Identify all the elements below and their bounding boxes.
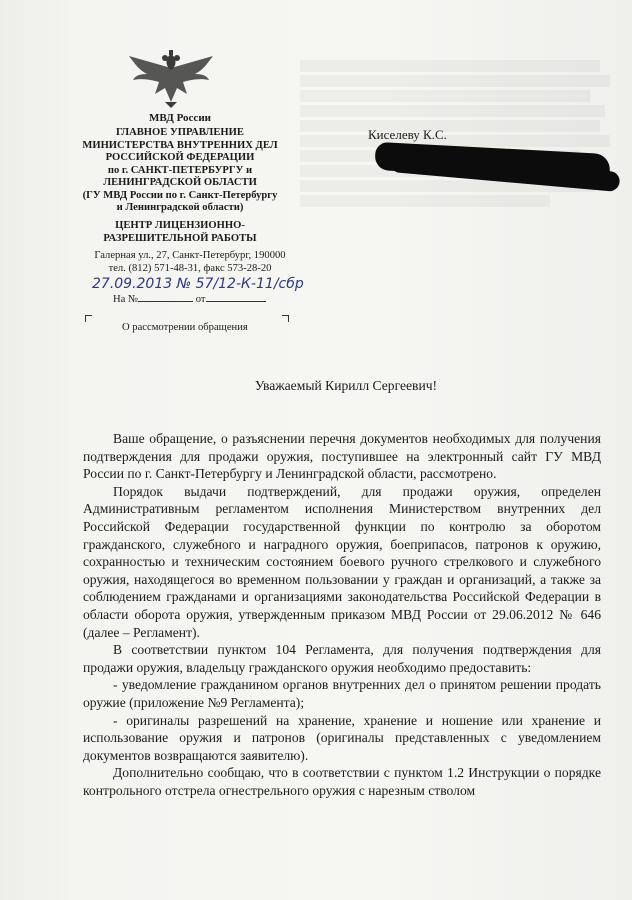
- list-item: - уведомление гражданином органов внутренних дел о принятом решении продать оружие (приложение №9 Регламента);: [83, 677, 601, 710]
- address: Галерная ул., 27, Санкт-Петербург, 190000: [94, 250, 286, 261]
- org-line: (ГУ МВД России по г. Санкт-Петербургу: [82, 189, 278, 201]
- subject-line: О рассмотрении обращения: [122, 322, 248, 333]
- ref-prefix: На №: [113, 294, 139, 305]
- subject-bracket-right: [282, 315, 289, 322]
- department-name: [80, 220, 280, 245]
- ref-date-blank: [206, 292, 266, 302]
- eagle-emblem-icon: [125, 48, 217, 110]
- dept-line: ЦЕНТР ЛИЦЕНЗИОННО-: [115, 220, 245, 231]
- org-line: ЛЕНИНГРАДСКОЙ ОБЛАСТИ: [103, 177, 257, 188]
- phone-fax: тел. (812) 571-48-31, факс 573-28-20: [108, 263, 272, 274]
- subject-bracket-left: [85, 315, 92, 322]
- ref-from: от: [195, 294, 206, 305]
- org-line: РОССИЙСКОЙ ФЕДЕРАЦИИ: [105, 152, 255, 163]
- list-item: - оригиналы разрешений на хранение, хранение и ношение или хранение и использование оружия и патронов (оригиналы представленных с уведомлением документов возвращаются заявителю).: [83, 712, 601, 763]
- ref-number-blank: [138, 292, 193, 302]
- letter-body: [83, 430, 601, 799]
- org-short-name: МВД России: [148, 112, 211, 124]
- org-line: МИНИСТЕРСТВА ВНУТРЕННИХ ДЕЛ: [82, 139, 278, 151]
- paragraph: Дополнительно сообщаю, что в соответствии с пунктом 1.2 Инструкции о порядке контрольного отстрела огнестрельного оружия с нарезным стволом: [83, 765, 601, 798]
- addressee: Киселеву К.С.: [368, 127, 447, 142]
- greeting: Уважаемый Кирилл Сергеевич!: [254, 378, 438, 393]
- paragraph: Ваше обращение, о разъяснении перечня документов необходимых для получения подтверждения для продажи оружия, поступившее на электронный сайт ГУ МВД России по г. Санкт-Петербургу и Ленинградской области, рассмотрено.: [83, 431, 601, 482]
- org-line: ГЛАВНОЕ УПРАВЛЕНИЕ: [116, 127, 244, 138]
- org-line: и Ленинградской области): [116, 202, 244, 213]
- org-line: по г. САНКТ-ПЕТЕРБУРГУ и: [107, 164, 253, 176]
- reference-line: [113, 292, 266, 305]
- org-full-name: [80, 127, 280, 215]
- dept-line: РАЗРЕШИТЕЛЬНОЙ РАБОТЫ: [103, 232, 257, 244]
- paragraph: Порядок выдачи подтверждений, для продажи оружия, определен Административным регламентом исполнения Министерством внутренних дел Российской Федерации государственной функции по контролю за оборотом гражданского, служебного и наградного оружия, боеприпасов, патронов к оружию, сохранностью и техническим состоянием боевого ручного стрелкового и служебного оружия, находящегося во временном пользовании у граждан и организаций, а также за соблюдением гражданами и организациями законодательства Российской Федерации в области оборота оружия, утвержденным приказом МВД России от 29.06.2012 № 646 (далее – Регламент).: [83, 483, 601, 640]
- handwritten-registration-number: 27.09.2013 № 57/12-К-11/сбр: [92, 276, 304, 292]
- paragraph: В соответствии пунктом 104 Регламента, для получения подтверждения для продажи оружия, владельцу гражданского оружия необходимо предоставить:: [83, 642, 601, 675]
